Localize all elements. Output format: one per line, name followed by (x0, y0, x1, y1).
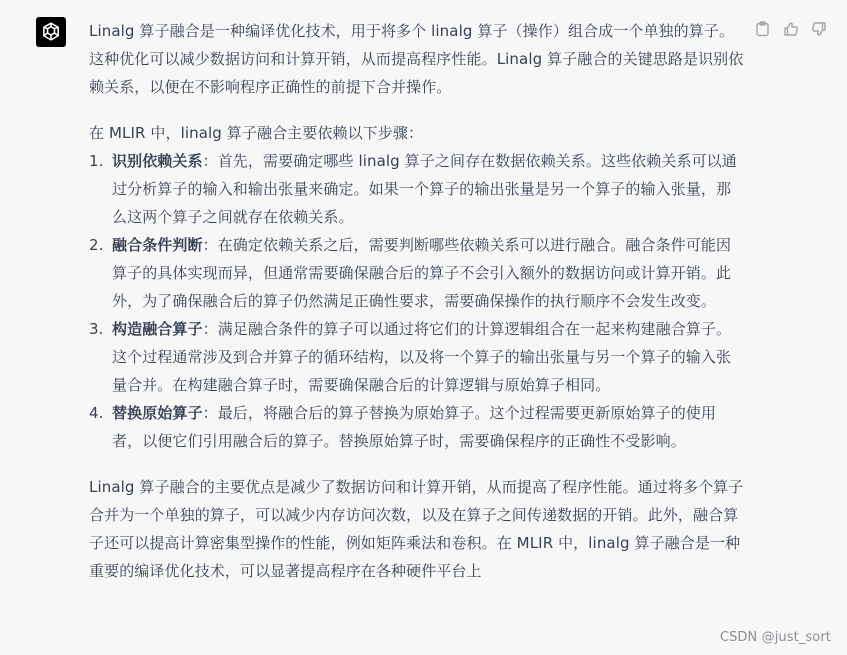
step-number: 3. (89, 320, 104, 338)
thumbs-up-button[interactable] (782, 20, 799, 37)
copy-button[interactable] (754, 20, 771, 37)
step-item (89, 147, 744, 231)
step-title: 融合条件判断 (112, 236, 203, 254)
watermark-text: CSDN @just_sort (719, 630, 831, 645)
step-text: ：满足融合条件的算子可以通过将它们的计算逻辑组合在一起来构建融合算子。这个过程通常涉及到合并算子的循环结构，以及将一个算子的输出张量与另一个算子的输入张量合并。在构建融合算子时，需要确保融合后的计算逻辑与原始算子相同。 (112, 320, 732, 394)
message-actions (754, 20, 827, 37)
assistant-avatar (36, 17, 66, 47)
step-text: ：最后，将融合后的算子替换为原始算子。这个过程需要更新原始算子的使用者，以便它们引用融合后的算子。替换原始算子时，需要确保程序的正确性不受影响。 (112, 404, 717, 450)
step-item (89, 231, 744, 315)
steps-intro-paragraph: 在 MLIR 中，linalg 算子融合主要依赖以下步骤： (89, 124, 424, 142)
step-item (89, 315, 744, 399)
step-title: 构造融合算子 (112, 320, 203, 338)
message-content (89, 17, 744, 585)
openai-logo-icon (40, 21, 62, 43)
step-number: 1. (89, 152, 104, 170)
step-title: 替换原始算子 (112, 404, 203, 422)
conclusion-paragraph: Linalg 算子融合的主要优点是减少了数据访问和计算开销，从而提高了程序性能。通过将多个算子合并为一个单独的算子，可以减少内存访问次数，以及在算子之间传递数据的开销。此外，融合算子还可以提高计算密集型操作的性能，例如矩阵乘法和卷积。在 MLIR 中，linalg 算子融合是一种重要的编译优化技术，可以显著提高程序在各种硬件平台上 (89, 478, 744, 580)
thumbs-down-icon (811, 21, 827, 37)
thumbs-up-icon (783, 21, 799, 37)
thumbs-down-button[interactable] (810, 20, 827, 37)
intro-paragraph: Linalg 算子融合是一种编译优化技术，用于将多个 linalg 算子（操作）组合成一个单独的算子。这种优化可以减少数据访问和计算开销，从而提高程序性能。Linalg 算子融合的关键思路是识别依赖关系，以便在不影响程序正确性的前提下合并操作。 (89, 22, 744, 96)
step-number: 4. (89, 404, 104, 422)
steps-list (89, 147, 744, 455)
step-text: ：在确定依赖关系之后，需要判断哪些依赖关系可以进行融合。融合条件可能因算子的具体实现而异，但通常需要确保融合后的算子不会引入额外的数据访问或计算开销。此外，为了确保融合后的算子仍然满足正确性要求，需要确保操作的执行顺序不会发生改变。 (112, 236, 732, 310)
step-item (89, 399, 744, 455)
step-title: 识别依赖关系 (112, 152, 203, 170)
clipboard-icon (755, 21, 770, 37)
step-number: 2. (89, 236, 104, 254)
step-text: ：首先，需要确定哪些 linalg 算子之间存在数据依赖关系。这些依赖关系可以通过分析算子的输入和输出张量来确定。如果一个算子的输出张量是另一个算子的输入张量，那么这两个算子之间就存在依赖关系。 (112, 152, 737, 226)
